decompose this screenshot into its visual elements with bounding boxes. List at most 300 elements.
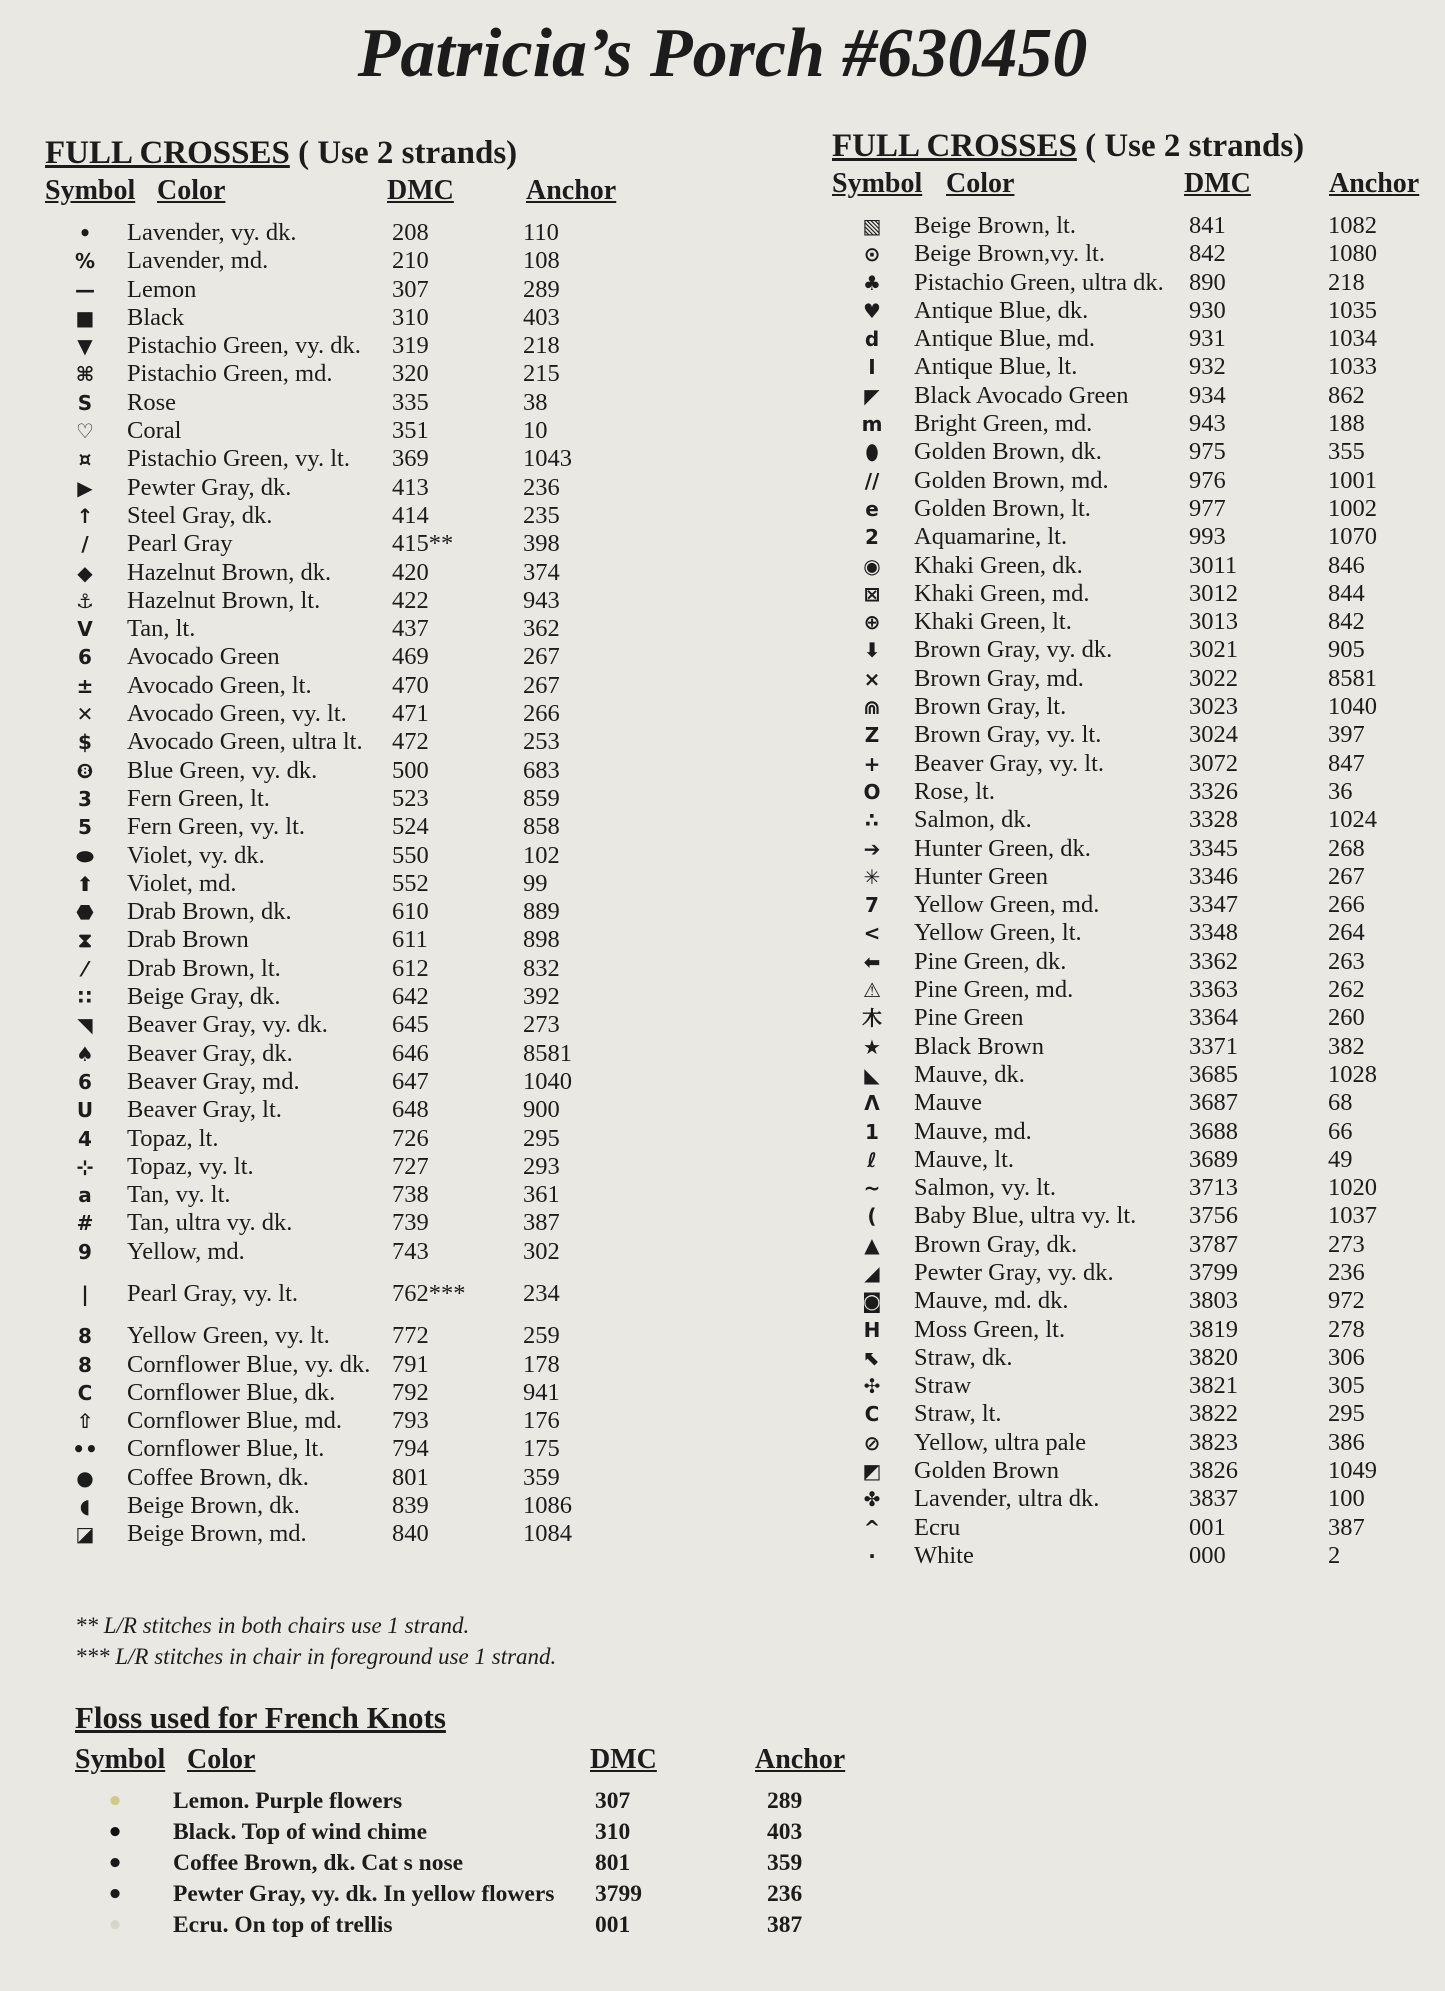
dmc-number: 3013 bbox=[1189, 608, 1238, 636]
anchor-number: 236 bbox=[1328, 1258, 1365, 1286]
anchor-number: 683 bbox=[523, 756, 560, 784]
knot-dot-icon: • bbox=[106, 1911, 124, 1941]
dmc-number: 307 bbox=[392, 275, 429, 303]
floss-row bbox=[832, 1118, 1432, 1146]
symbol-icon: ◩ bbox=[862, 1459, 882, 1484]
color-name: Ecru bbox=[914, 1513, 961, 1541]
right-floss-list bbox=[832, 212, 1432, 1570]
french-knot-row bbox=[75, 1850, 875, 1881]
symbol-icon: ◖ bbox=[79, 1494, 91, 1519]
floss-row bbox=[832, 1400, 1432, 1428]
color-name: Yellow, ultra pale bbox=[914, 1428, 1087, 1456]
symbol-icon: ⊘ bbox=[863, 1430, 881, 1455]
anchor-number: 1082 bbox=[1328, 212, 1377, 239]
dmc-number: 415** bbox=[392, 530, 454, 558]
anchor-number: 215 bbox=[523, 360, 560, 388]
dmc-number: 3328 bbox=[1189, 806, 1238, 834]
floss-row bbox=[45, 276, 685, 304]
symbol-icon: 5 bbox=[78, 815, 92, 840]
anchor-number: 110 bbox=[523, 219, 559, 246]
floss-row bbox=[45, 247, 685, 275]
knot-color: Pewter Gray, vy. dk. bbox=[173, 1881, 378, 1907]
knot-color-name bbox=[173, 1819, 427, 1846]
color-name: Lavender, vy. dk. bbox=[127, 219, 297, 246]
floss-row bbox=[45, 813, 685, 841]
anchor-number: 386 bbox=[1328, 1428, 1365, 1456]
dmc-number: 801 bbox=[595, 1850, 631, 1876]
anchor-number: 398 bbox=[523, 530, 560, 558]
color-name: Fern Green, vy. lt. bbox=[127, 813, 306, 841]
symbol-icon: ⚠ bbox=[863, 978, 881, 1003]
floss-row bbox=[45, 700, 685, 728]
anchor-number: 832 bbox=[523, 954, 560, 982]
floss-row bbox=[832, 1287, 1432, 1315]
left-section-title bbox=[45, 135, 685, 175]
floss-row bbox=[832, 1344, 1432, 1372]
symbol-icon: ⽊ bbox=[862, 1006, 882, 1031]
symbol-icon: 6 bbox=[78, 645, 92, 670]
dmc-number: 3688 bbox=[1189, 1117, 1238, 1145]
floss-row bbox=[832, 212, 1432, 240]
dmc-number: 3826 bbox=[1189, 1457, 1238, 1485]
symbol-icon: ^ bbox=[863, 1515, 881, 1540]
floss-row bbox=[45, 1181, 685, 1209]
symbol-icon: — bbox=[75, 277, 95, 302]
dmc-number: 310 bbox=[392, 303, 429, 331]
symbol-icon: # bbox=[76, 1211, 94, 1236]
floss-row bbox=[832, 721, 1432, 749]
anchor-header: Anchor bbox=[1329, 168, 1420, 199]
floss-row bbox=[45, 1011, 685, 1039]
color-name: Mauve, lt. bbox=[914, 1145, 1015, 1173]
dmc-number: 792 bbox=[392, 1378, 429, 1406]
knot-usage: Cat s nose bbox=[361, 1850, 464, 1876]
symbol-icon: C bbox=[77, 1380, 93, 1405]
floss-row bbox=[45, 643, 685, 671]
anchor-number: 1035 bbox=[1328, 296, 1377, 324]
color-name: Pearl Gray bbox=[127, 530, 233, 558]
dmc-number: 645 bbox=[392, 1011, 429, 1039]
symbol-icon: m bbox=[861, 412, 883, 437]
floss-row bbox=[832, 891, 1432, 919]
color-name: Pine Green, dk. bbox=[914, 947, 1067, 975]
anchor-number: 264 bbox=[1328, 919, 1365, 947]
symbol-icon: O bbox=[863, 779, 881, 804]
anchor-number: 99 bbox=[523, 869, 548, 897]
knot-color-name bbox=[173, 1788, 402, 1815]
color-name: Beaver Gray, vy. lt. bbox=[914, 749, 1105, 777]
floss-row bbox=[832, 948, 1432, 976]
floss-row bbox=[832, 1174, 1432, 1202]
color-name: Drab Brown, dk. bbox=[127, 898, 292, 926]
anchor-number: 1024 bbox=[1328, 806, 1377, 834]
left-section-note: ( Use 2 strands) bbox=[298, 135, 518, 171]
color-name: Steel Gray, dk. bbox=[127, 501, 273, 529]
floss-row bbox=[45, 1068, 685, 1096]
anchor-number: 847 bbox=[1328, 749, 1365, 777]
anchor-number: 260 bbox=[1328, 1004, 1365, 1032]
dmc-number: 3837 bbox=[1189, 1485, 1238, 1513]
dmc-number: 3756 bbox=[1189, 1202, 1238, 1230]
symbol-icon: H bbox=[863, 1317, 881, 1342]
color-name: Coffee Brown, dk. bbox=[127, 1463, 309, 1491]
french-knot-row bbox=[75, 1912, 875, 1943]
color-name: Yellow, md. bbox=[127, 1237, 245, 1265]
dmc-number: 524 bbox=[392, 813, 429, 841]
knot-color: Ecru. bbox=[173, 1912, 229, 1938]
anchor-number: 397 bbox=[1328, 721, 1365, 749]
floss-row bbox=[45, 1096, 685, 1124]
color-name: Khaki Green, dk. bbox=[914, 551, 1083, 579]
anchor-number: 362 bbox=[523, 615, 560, 643]
symbol-icon: ➔ bbox=[863, 836, 881, 861]
symbol-icon: < bbox=[863, 921, 881, 946]
floss-row bbox=[832, 269, 1432, 297]
symbol-icon: ◣ bbox=[864, 1062, 880, 1087]
symbol-icon: // bbox=[864, 468, 880, 493]
anchor-number: 403 bbox=[767, 1819, 803, 1845]
color-name: Pewter Gray, vy. dk. bbox=[914, 1258, 1114, 1286]
color-name: Drab Brown, lt. bbox=[127, 954, 281, 982]
color-header: Color bbox=[157, 175, 226, 206]
symbol-icon: I bbox=[868, 355, 876, 380]
color-name: Topaz, vy. lt. bbox=[127, 1152, 254, 1180]
color-name: Brown Gray, lt. bbox=[914, 693, 1067, 721]
symbol-icon: •• bbox=[72, 1437, 98, 1462]
color-name: Mauve bbox=[914, 1089, 983, 1117]
symbol-icon: 7 bbox=[865, 893, 879, 918]
dmc-number: 647 bbox=[392, 1067, 429, 1095]
dmc-number: 320 bbox=[392, 360, 429, 388]
dmc-number: 931 bbox=[1189, 325, 1226, 353]
symbol-icon: ⊹ bbox=[76, 1154, 94, 1179]
floss-row bbox=[45, 926, 685, 954]
color-name: Hazelnut Brown, dk. bbox=[127, 558, 332, 586]
dmc-number: 470 bbox=[392, 671, 429, 699]
anchor-number: 306 bbox=[1328, 1343, 1365, 1371]
floss-row bbox=[45, 1322, 685, 1350]
anchor-number: 1033 bbox=[1328, 353, 1377, 381]
floss-row bbox=[832, 1316, 1432, 1344]
dmc-number: 3022 bbox=[1189, 664, 1238, 692]
floss-row bbox=[45, 870, 685, 898]
anchor-number: 253 bbox=[523, 728, 560, 756]
anchor-number: 387 bbox=[523, 1209, 560, 1237]
anchor-number: 267 bbox=[1328, 862, 1365, 890]
right-key-column bbox=[832, 128, 1432, 1570]
dmc-number: 612 bbox=[392, 954, 429, 982]
symbol-icon: ⬬ bbox=[76, 843, 94, 868]
floss-row bbox=[45, 417, 685, 445]
floss-row bbox=[832, 240, 1432, 268]
anchor-number: 2 bbox=[1328, 1541, 1341, 1569]
french-knot-row bbox=[75, 1788, 875, 1819]
symbol-icon: ✤ bbox=[863, 1487, 881, 1512]
floss-row bbox=[832, 1004, 1432, 1032]
floss-row bbox=[45, 559, 685, 587]
dmc-number: 351 bbox=[392, 417, 429, 445]
symbol-icon: d bbox=[864, 327, 880, 352]
symbol-icon: | bbox=[81, 1281, 89, 1306]
right-column-headers bbox=[832, 168, 1432, 212]
color-name: Antique Blue, lt. bbox=[914, 353, 1078, 381]
anchor-number: 295 bbox=[523, 1124, 560, 1152]
floss-row bbox=[45, 389, 685, 417]
color-name: Pistachio Green, md. bbox=[127, 360, 333, 388]
dmc-number: 3326 bbox=[1189, 777, 1238, 805]
symbol-icon: · bbox=[868, 1543, 876, 1568]
anchor-number: 267 bbox=[523, 643, 560, 671]
knot-usage: In yellow flowers bbox=[383, 1881, 555, 1907]
color-name: Golden Brown, lt. bbox=[914, 494, 1091, 522]
left-section-heading: FULL CROSSES bbox=[45, 135, 290, 171]
dmc-number: 3011 bbox=[1189, 551, 1238, 579]
symbol-icon: ◢ bbox=[864, 1260, 880, 1285]
symbol-icon: 4 bbox=[78, 1126, 92, 1151]
color-name: Violet, md. bbox=[127, 869, 237, 897]
floss-row bbox=[45, 1492, 685, 1520]
row-spacer bbox=[45, 1266, 685, 1280]
dmc-number: 3021 bbox=[1189, 636, 1238, 664]
floss-row bbox=[832, 863, 1432, 891]
floss-row bbox=[45, 1351, 685, 1379]
dmc-number: 976 bbox=[1189, 466, 1226, 494]
floss-row bbox=[832, 382, 1432, 410]
floss-row bbox=[45, 898, 685, 926]
floss-row bbox=[45, 983, 685, 1011]
dmc-number: 550 bbox=[392, 841, 429, 869]
symbol-icon: ⊠ bbox=[863, 581, 881, 606]
anchor-number: 234 bbox=[523, 1279, 560, 1307]
dmc-number: 726 bbox=[392, 1124, 429, 1152]
floss-row bbox=[45, 360, 685, 388]
symbol-icon: ⌘ bbox=[75, 362, 95, 387]
dmc-number: 743 bbox=[392, 1237, 429, 1265]
floss-row bbox=[45, 785, 685, 813]
floss-row bbox=[832, 806, 1432, 834]
dmc-number: 208 bbox=[392, 219, 429, 246]
anchor-number: 1037 bbox=[1328, 1202, 1377, 1230]
anchor-number: 273 bbox=[1328, 1230, 1365, 1258]
knot-color-name bbox=[173, 1850, 463, 1877]
color-name: Pistachio Green, vy. lt. bbox=[127, 445, 350, 473]
floss-row bbox=[45, 842, 685, 870]
dmc-number: 3820 bbox=[1189, 1343, 1238, 1371]
symbol-icon: ⬇ bbox=[863, 638, 881, 663]
anchor-number: 273 bbox=[523, 1011, 560, 1039]
floss-row bbox=[45, 1238, 685, 1266]
dmc-header: DMC bbox=[387, 175, 454, 206]
anchor-number: 846 bbox=[1328, 551, 1365, 579]
dmc-number: 414 bbox=[392, 501, 429, 529]
anchor-number: 382 bbox=[1328, 1032, 1365, 1060]
right-section-note: ( Use 2 strands) bbox=[1085, 128, 1305, 164]
color-name: Beige Brown, dk. bbox=[127, 1492, 300, 1520]
color-name: Pearl Gray, vy. lt. bbox=[127, 1279, 298, 1307]
dmc-number: 932 bbox=[1189, 353, 1226, 381]
dmc-number: 3348 bbox=[1189, 919, 1238, 947]
symbol-icon: ◉ bbox=[863, 553, 881, 578]
anchor-number: 889 bbox=[523, 898, 560, 926]
color-name: Rose, lt. bbox=[914, 777, 995, 805]
symbol-icon: ♥ bbox=[863, 298, 881, 323]
floss-row bbox=[832, 1514, 1432, 1542]
color-name: Straw bbox=[914, 1372, 972, 1400]
dmc-number: 3713 bbox=[1189, 1174, 1238, 1202]
dmc-number: 3072 bbox=[1189, 749, 1238, 777]
floss-row bbox=[45, 332, 685, 360]
dmc-number: 469 bbox=[392, 643, 429, 671]
symbol-icon: e bbox=[865, 496, 879, 521]
color-name: Blue Green, vy. dk. bbox=[127, 756, 318, 784]
color-name: Pine Green, md. bbox=[914, 976, 1074, 1004]
anchor-number: 38 bbox=[523, 388, 548, 416]
dmc-number: 3787 bbox=[1189, 1230, 1238, 1258]
floss-row bbox=[45, 1153, 685, 1181]
floss-row bbox=[832, 1231, 1432, 1259]
dmc-number: 422 bbox=[392, 586, 429, 614]
floss-row bbox=[832, 410, 1432, 438]
floss-row bbox=[832, 523, 1432, 551]
symbol-icon: ⬣ bbox=[76, 900, 94, 925]
floss-row bbox=[45, 728, 685, 756]
color-name: Salmon, vy. lt. bbox=[914, 1174, 1057, 1202]
color-name: Brown Gray, md. bbox=[914, 664, 1084, 692]
anchor-number: 387 bbox=[1328, 1513, 1365, 1541]
dmc-number: 791 bbox=[392, 1350, 429, 1378]
french-knot-row bbox=[75, 1819, 875, 1850]
anchor-number: 268 bbox=[1328, 834, 1365, 862]
floss-row bbox=[45, 219, 685, 247]
color-name: Fern Green, lt. bbox=[127, 784, 270, 812]
left-key-column bbox=[45, 135, 685, 1549]
knot-color-name bbox=[173, 1881, 554, 1908]
anchor-number: 1040 bbox=[1328, 693, 1377, 721]
color-name: Avocado Green bbox=[127, 643, 280, 671]
dmc-number: 3819 bbox=[1189, 1315, 1238, 1343]
anchor-number: 108 bbox=[523, 247, 560, 275]
knot-usage: Top of wind chime bbox=[241, 1819, 428, 1845]
symbol-icon: U bbox=[76, 1098, 94, 1123]
dmc-header: DMC bbox=[590, 1744, 657, 1775]
dmc-number: 3799 bbox=[1189, 1258, 1238, 1286]
color-name: Moss Green, lt. bbox=[914, 1315, 1066, 1343]
dmc-number: 3023 bbox=[1189, 693, 1238, 721]
floss-row bbox=[45, 304, 685, 332]
color-name: Pine Green bbox=[914, 1004, 1024, 1032]
anchor-number: 1001 bbox=[1328, 466, 1377, 494]
symbol-icon: ⇧ bbox=[76, 1409, 94, 1434]
color-name: Brown Gray, vy. lt. bbox=[914, 721, 1102, 749]
dmc-number: 738 bbox=[392, 1181, 429, 1209]
color-name: Antique Blue, dk. bbox=[914, 296, 1089, 324]
dmc-number: 772 bbox=[392, 1322, 429, 1350]
symbol-icon: ⬅ bbox=[863, 949, 881, 974]
color-name: Yellow Green, vy. lt. bbox=[127, 1322, 330, 1350]
symbol-icon: 3 bbox=[78, 786, 92, 811]
anchor-number: 361 bbox=[523, 1181, 560, 1209]
color-name: Mauve, md. dk. bbox=[914, 1287, 1069, 1315]
dmc-number: 648 bbox=[392, 1096, 429, 1124]
anchor-number: 236 bbox=[523, 473, 560, 501]
dmc-number: 642 bbox=[392, 983, 429, 1011]
anchor-number: 844 bbox=[1328, 579, 1365, 607]
color-name: Cornflower Blue, lt. bbox=[127, 1435, 325, 1463]
anchor-number: 1020 bbox=[1328, 1174, 1377, 1202]
symbol-icon: ⨯ bbox=[863, 666, 881, 691]
color-name: Tan, ultra vy. dk. bbox=[127, 1209, 293, 1237]
floss-row bbox=[832, 1146, 1432, 1174]
dmc-number: 762*** bbox=[392, 1279, 466, 1307]
dmc-number: 841 bbox=[1189, 212, 1226, 239]
anchor-number: 263 bbox=[1328, 947, 1365, 975]
color-name: Beige Brown, md. bbox=[127, 1520, 307, 1548]
anchor-number: 359 bbox=[523, 1463, 560, 1491]
french-knots-section bbox=[75, 1700, 875, 1943]
symbol-icon: ● bbox=[76, 1465, 94, 1490]
dmc-number: 310 bbox=[595, 1819, 631, 1845]
anchor-number: 267 bbox=[523, 671, 560, 699]
dmc-number: 3799 bbox=[595, 1881, 642, 1907]
anchor-number: 68 bbox=[1328, 1089, 1353, 1117]
dmc-number: 3363 bbox=[1189, 976, 1238, 1004]
symbol-icon: ⊕ bbox=[863, 610, 881, 635]
floss-row bbox=[832, 1033, 1432, 1061]
anchor-number: 898 bbox=[523, 926, 560, 954]
color-name: Golden Brown, dk. bbox=[914, 438, 1102, 466]
color-name: Hazelnut Brown, lt. bbox=[127, 586, 321, 614]
left-column-headers bbox=[45, 175, 685, 219]
anchor-number: 278 bbox=[1328, 1315, 1365, 1343]
dmc-number: 610 bbox=[392, 898, 429, 926]
symbol-icon: ▧ bbox=[862, 214, 882, 238]
dmc-number: 523 bbox=[392, 784, 429, 812]
floss-row bbox=[45, 1435, 685, 1463]
color-name: Baby Blue, ultra vy. lt. bbox=[914, 1202, 1137, 1230]
floss-row bbox=[45, 1464, 685, 1492]
dmc-number: 611 bbox=[392, 926, 428, 954]
dmc-number: 307 bbox=[595, 1788, 631, 1814]
anchor-number: 858 bbox=[523, 813, 560, 841]
floss-row bbox=[45, 474, 685, 502]
symbol-icon: Z bbox=[864, 723, 880, 748]
anchor-number: 36 bbox=[1328, 777, 1353, 805]
floss-row bbox=[832, 976, 1432, 1004]
floss-row bbox=[45, 672, 685, 700]
dmc-number: 3012 bbox=[1189, 579, 1238, 607]
anchor-number: 859 bbox=[523, 784, 560, 812]
anchor-number: 842 bbox=[1328, 608, 1365, 636]
row-spacer bbox=[45, 1308, 685, 1322]
floss-row bbox=[45, 615, 685, 643]
symbol-icon: / bbox=[81, 532, 89, 557]
color-name: Lavender, ultra dk. bbox=[914, 1485, 1100, 1513]
dmc-number: 3685 bbox=[1189, 1060, 1238, 1088]
floss-row bbox=[832, 693, 1432, 721]
color-header: Color bbox=[187, 1744, 256, 1775]
dmc-number: 500 bbox=[392, 756, 429, 784]
anchor-number: 218 bbox=[1328, 268, 1365, 296]
symbol-icon: 8 bbox=[78, 1324, 92, 1349]
floss-row bbox=[832, 1372, 1432, 1400]
color-name: Hunter Green, dk. bbox=[914, 834, 1091, 862]
anchor-number: 235 bbox=[523, 501, 560, 529]
anchor-number: 102 bbox=[523, 841, 560, 869]
anchor-number: 1040 bbox=[523, 1067, 572, 1095]
color-name: White bbox=[914, 1541, 974, 1569]
dmc-number: 934 bbox=[1189, 381, 1226, 409]
dmc-number: 977 bbox=[1189, 494, 1226, 522]
